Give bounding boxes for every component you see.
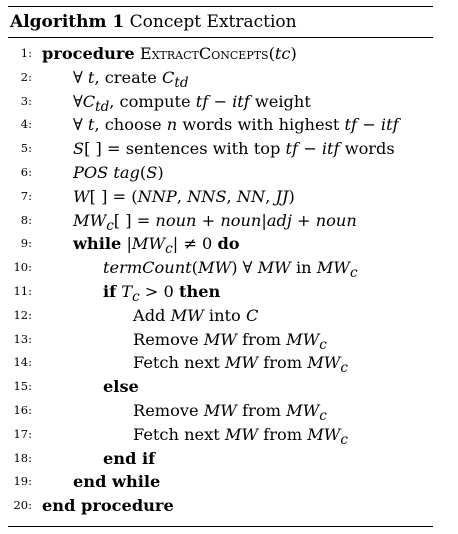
line-number: 3: (20, 93, 32, 108)
line-number: 11: (13, 283, 32, 298)
line-code: $\forall C_{td}$, compute tf − itf weight (73, 91, 311, 115)
algorithm-line (8, 113, 433, 137)
line-number: 20: (13, 498, 32, 513)
line-number: 7: (20, 188, 32, 203)
algorithm-line (8, 280, 433, 304)
line-number: 1: (20, 46, 32, 60)
algorithm-caption (8, 7, 433, 37)
algorithm-line (8, 137, 433, 161)
line-code: if $T_c > 0$ then (103, 281, 221, 306)
algorithm-title: Concept Extraction (129, 12, 297, 32)
line-code: Add MW into C (133, 305, 259, 325)
algorithm-line (8, 494, 433, 518)
line-code: while $|MW_c| \ne 0$ do (73, 234, 240, 258)
algorithm-line (8, 90, 433, 114)
line-number: 16: (13, 402, 32, 417)
line-code: S[ ] = sentences with top tf − itf words (73, 139, 395, 159)
line-number: 17: (13, 426, 32, 441)
algorithm-line (8, 232, 433, 256)
line-code: else (103, 377, 139, 397)
algorithm-line (8, 304, 433, 328)
line-code: termCount(MW) ∀ MW in $MW_c$ (103, 258, 358, 282)
line-code: procedure ExtractConcepts(tc) (42, 44, 297, 63)
algorithm-line (8, 42, 433, 66)
line-code: W[ ] = (NNP, NNS, NN, JJ) (73, 186, 295, 206)
line-number: 5: (20, 141, 32, 156)
algorithm-line (8, 256, 433, 280)
line-code: ∀ t, create $C_{td}$ (73, 67, 189, 92)
line-number: 6: (20, 164, 32, 179)
line-number: 18: (13, 450, 32, 465)
line-code: Fetch next MW from $MW_c$ (133, 424, 348, 448)
line-code: Fetch next MW from $MW_c$ (133, 353, 348, 377)
algorithm-line (8, 209, 433, 233)
algorithm-line (8, 375, 433, 399)
algorithm-line (8, 351, 433, 375)
algorithm-block (8, 6, 433, 527)
algorithm-line (8, 470, 433, 494)
algorithm-lines (8, 38, 433, 526)
algorithm-line (8, 66, 433, 90)
algorithm-label: Algorithm 1 (10, 12, 125, 32)
line-code: Remove MW from $MW_c$ (133, 400, 327, 425)
line-number: 10: (13, 260, 32, 275)
algorithm-line (8, 161, 433, 185)
line-number: 15: (13, 379, 32, 394)
algorithm-line (8, 447, 433, 471)
line-number: 19: (13, 474, 32, 489)
line-number: 9: (20, 236, 32, 251)
line-code: ∀ t, choose n words with highest tf − itf (73, 115, 399, 135)
algorithm-line (8, 399, 433, 423)
line-code: end if (103, 448, 156, 468)
line-code: end while (73, 472, 161, 492)
algorithm-line (8, 328, 433, 352)
line-code: end procedure (42, 496, 174, 516)
line-number: 13: (13, 331, 32, 346)
line-number: 4: (20, 117, 32, 132)
algorithm-line (8, 423, 433, 447)
bottom-rule (8, 526, 433, 527)
line-code: $MW_c$[ ] = noun + noun|adj + noun (73, 210, 357, 234)
line-code: POS tag(S) (73, 162, 164, 182)
line-number: 14: (13, 355, 32, 370)
line-code: Remove MW from $MW_c$ (133, 329, 327, 353)
line-number: 12: (13, 307, 32, 322)
algorithm-line (8, 185, 433, 209)
line-number: 8: (20, 212, 32, 227)
line-number: 2: (20, 69, 32, 84)
